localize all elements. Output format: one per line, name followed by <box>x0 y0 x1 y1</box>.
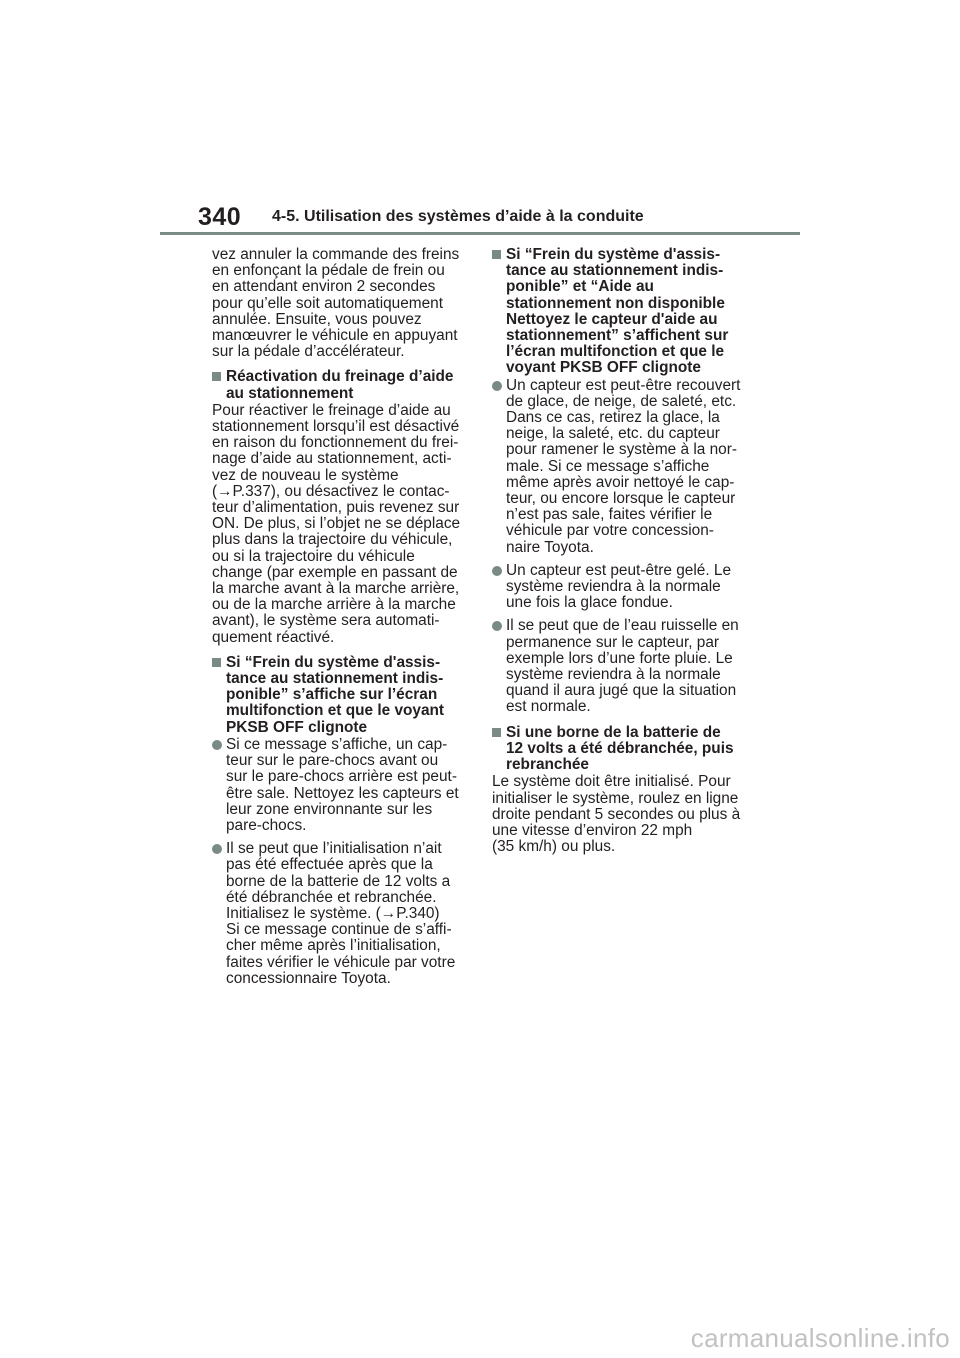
text-line: rebranchée <box>506 756 589 774</box>
list-item-text <box>506 378 750 556</box>
text-line: ponible” et “Aide au <box>506 278 654 296</box>
text-line: (→P.337), ou désactivez le contac- <box>212 482 450 500</box>
list-item <box>492 563 750 612</box>
text-line: teur d’alimentation, puis revenez sur <box>212 499 460 517</box>
list-item-text <box>226 737 470 834</box>
text-line: (35 km/h) ou plus. <box>492 838 616 856</box>
text-line: nage d’aide au stationnement, acti- <box>212 450 452 468</box>
text-line: neige, la saleté, etc. du capteur <box>506 425 720 443</box>
text-line: annulée. Ensuite, vous pouvez <box>212 310 422 328</box>
text-line: pour qu’elle soit automatiquement <box>212 294 444 312</box>
text-line: voyant PKSB OFF clignote <box>506 359 701 377</box>
text-line: Si une borne de la batterie de <box>506 723 721 741</box>
text-line: stationnement lorsqu’il est désactivé <box>212 418 460 436</box>
square-bullet-icon <box>492 728 501 737</box>
paragraph-reactivation <box>212 403 470 646</box>
heading-reactivation <box>212 369 470 401</box>
text-line: leur zone environnante sur les <box>226 800 433 818</box>
text-line: tance au stationnement indis- <box>506 262 724 280</box>
text-line: quand il aura jugé que la situation <box>506 682 737 700</box>
square-bullet-icon <box>212 372 221 381</box>
text-line: Il se peut que l’initialisation n’ait <box>226 840 442 858</box>
text-line: teur sur le pare-chocs avant ou <box>226 752 439 770</box>
text-line: plus dans la trajectoire du véhicule, <box>212 531 453 549</box>
text-line: système reviendra à la normale <box>506 578 721 596</box>
text-line: pare-chocs. <box>226 816 307 834</box>
text-line: ponible” s’affiche sur l’écran <box>226 686 438 704</box>
text-line: la marche avant à la marche arrière, <box>212 580 460 598</box>
section-title: 4-5. Utilisation des systèmes d’aide à la conduite <box>272 208 644 225</box>
text-line: en attendant environ 2 secondes <box>212 278 436 296</box>
text-line: ou si la trajectoire du véhicule <box>212 547 415 565</box>
text-line: male. Si ce message s’affiche <box>506 457 710 475</box>
circle-bullet-icon <box>212 740 222 750</box>
watermark: carmanualsonline.info <box>690 1323 950 1353</box>
text-line: ou de la marche arrière à la marche <box>212 596 456 614</box>
text-line: une fois la glace fondue. <box>506 594 673 612</box>
text-line: multifonction et que le voyant <box>226 702 445 720</box>
right-column <box>492 247 750 862</box>
text-line: de glace, de neige, de saleté, etc. <box>506 392 737 410</box>
circle-bullet-icon <box>492 381 502 391</box>
text-line: borne de la batterie de 12 volts a <box>226 872 451 890</box>
text-line: stationnement” s’affichent sur <box>506 327 729 345</box>
text-line: véhicule par votre concession- <box>506 522 714 540</box>
circle-bullet-icon <box>492 621 502 631</box>
text-line: pas été effectuée après que la <box>226 856 433 874</box>
text-line: n’est pas sale, faites vérifier le <box>506 506 713 524</box>
circle-bullet-icon <box>212 844 222 854</box>
text-line: une vitesse d’environ 22 mph <box>492 821 693 839</box>
list-item <box>212 841 470 987</box>
text-line: sur la pédale d’accélérateur. <box>212 343 405 361</box>
heading-brake-unavailable <box>212 655 470 736</box>
heading-battery-terminal <box>492 725 750 774</box>
text-line: tance au stationnement indis- <box>226 670 444 688</box>
text-line: Nettoyez le capteur d'aide au <box>506 310 718 328</box>
text-line: même après avoir nettoyé le cap- <box>506 473 735 491</box>
left-column <box>212 247 470 994</box>
list-item-text <box>226 841 470 987</box>
text-line: Un capteur est peut-être recouvert <box>506 376 741 394</box>
text-line: vez de nouveau le système <box>212 466 399 484</box>
text-line: est normale. <box>506 698 591 716</box>
text-line: Pour réactiver le freinage d’aide au <box>212 401 451 419</box>
circle-bullet-icon <box>492 566 502 576</box>
text-line: quement réactivé. <box>212 628 335 646</box>
text-line: vez annuler la commande des freins <box>212 246 460 263</box>
text-line: Si ce message s’affiche, un cap- <box>226 735 448 753</box>
text-line: en raison du fonctionnement du frei- <box>212 434 459 452</box>
list-item-text <box>506 618 750 715</box>
list-item <box>492 378 750 556</box>
text-line: permanence sur le capteur, par <box>506 633 720 651</box>
text-line: 12 volts a été débranchée, puis <box>506 739 734 757</box>
list-item <box>212 737 470 834</box>
text-line: Si “Frein du système d'assis- <box>506 246 721 263</box>
text-line: être sale. Nettoyez les capteurs et <box>226 784 459 802</box>
square-bullet-icon <box>212 658 221 667</box>
list-item <box>492 618 750 715</box>
text-line: système reviendra à la normale <box>506 666 721 684</box>
text-line: avant), le système sera automati- <box>212 612 440 630</box>
text-line: pour ramener le système à la nor- <box>506 441 737 459</box>
text-line: ON. De plus, si l’objet ne se déplace <box>212 515 461 533</box>
text-line: naire Toyota. <box>506 538 594 556</box>
heading-text <box>506 725 750 774</box>
text-line: au stationnement <box>226 384 354 402</box>
paragraph-initialize <box>492 774 750 855</box>
square-bullet-icon <box>492 250 501 259</box>
header-rule <box>160 232 800 235</box>
text-line: stationnement non disponible <box>506 294 725 312</box>
text-line: PKSB OFF clignote <box>226 718 368 736</box>
text-line: Réactivation du freinage d’aide <box>226 368 454 386</box>
text-line: Il se peut que de l’eau ruisselle en <box>506 617 739 635</box>
text-line: sur le pare-chocs arrière est peut- <box>226 768 457 786</box>
text-line: Si “Frein du système d'assis- <box>226 653 441 671</box>
text-line: Le système doit être initialisé. Pour <box>492 773 731 791</box>
text-line: exemple lors d’une forte pluie. Le <box>506 649 733 667</box>
text-line: initialiser le système, roulez en ligne <box>492 789 739 807</box>
text-line: Si ce message continue de s’affi- <box>226 921 452 939</box>
heading-text <box>506 247 750 377</box>
text-line: été débranchée et rebranchée. <box>226 888 437 906</box>
text-line: en enfonçant la pédale de frein ou <box>212 262 445 280</box>
text-line: droite pendant 5 secondes ou plus à <box>492 805 741 823</box>
text-line: Initialisez le système. (→P.340) <box>226 904 440 922</box>
heading-sensor-message <box>492 247 750 377</box>
text-line: faites vérifier le véhicule par votre <box>226 953 456 971</box>
list-item-text <box>506 563 750 612</box>
page-number: 340 <box>198 203 242 231</box>
text-line: Dans ce cas, retirez la glace, la <box>506 409 720 427</box>
text-line: manœuvrer le véhicule en appuyant <box>212 327 458 345</box>
text-line: change (par exemple en passant de <box>212 563 458 581</box>
text-line: cher même après l’initialisation, <box>226 937 441 955</box>
text-line: Un capteur est peut-être gelé. Le <box>506 561 732 579</box>
text-line: l’écran multifonction et que le <box>506 343 725 361</box>
text-line: concessionnaire Toyota. <box>226 969 391 987</box>
heading-text <box>226 655 470 736</box>
text-line: teur, ou encore lorsque le capteur <box>506 490 736 508</box>
paragraph-brake-release <box>212 247 470 360</box>
heading-text <box>226 369 470 401</box>
